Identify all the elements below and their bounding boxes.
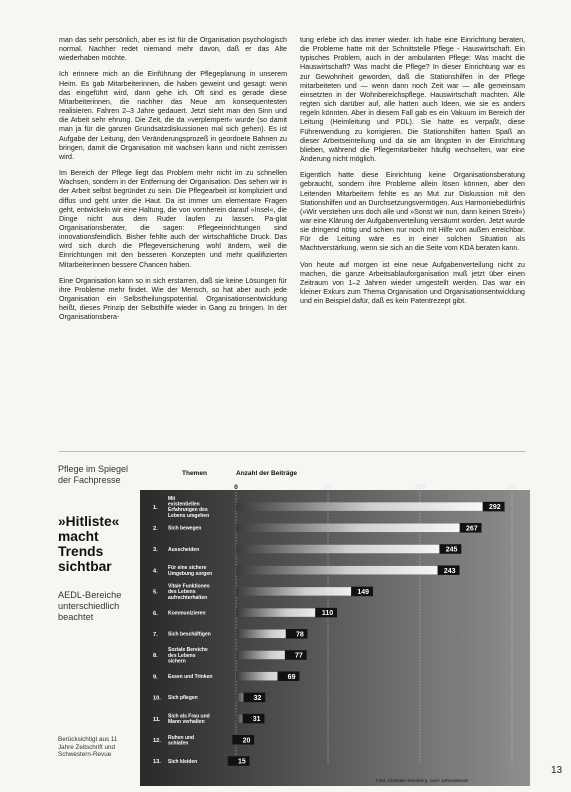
bar: [236, 524, 482, 533]
bar-value-label: 78: [295, 631, 304, 639]
category-label: Sich als Frau und Mann verhalten: [168, 713, 210, 726]
category-rank: 8.: [153, 653, 158, 660]
topic-bar-chart: [140, 464, 530, 786]
category-label: Ruhen und schlafen: [168, 734, 195, 747]
article-column-2: [300, 36, 525, 313]
article-paragraph: Von heute auf morgen ist eine neue Aufgabenverteilung nicht zu machen, die ganze Arbeitsablauforganisation muß jetzt über einen Zeitraum von 1–2 Jahren wieder umgestellt werden. Das war ein kleiner Exkurs zum Thema Organisation und Organisationsentwicklung und ein Beispiel dafür, daß es kein Patentrezept gibt.: [300, 260, 525, 306]
page-number: 13: [551, 765, 563, 776]
category-label: Ausscheiden: [168, 546, 200, 553]
category-rank: 7.: [153, 632, 158, 638]
bar-value-label: 69: [287, 673, 296, 681]
category-label: Essen und Trinken: [168, 674, 213, 680]
chart-panel: [140, 490, 530, 786]
bar-value-label: 292: [488, 504, 501, 512]
bar-value-label: 32: [253, 695, 262, 702]
article-paragraph: man das sehr persönlich, aber es ist für die Organisation psychologisch normal. Nachher redet niemand mehr davon, daß er das Alte wiederhaben möchte.: [59, 36, 287, 63]
sidebar-subhead: AEDL-Bereiche unterschiedlich beachtet: [58, 590, 122, 623]
category-label: Vitale Funktionen des Lebens aufrechterhalten: [168, 583, 210, 601]
bar: [236, 502, 505, 511]
bar-value-label: 77: [295, 652, 303, 660]
x-tick-label: 200: [414, 484, 426, 491]
article-paragraph: tung erlebe ich das immer wieder. Ich habe eine Einrichtung beraten, die Probleme hatte mit der Schnittstelle Pflege - Hauswirtschaft. Ein typisches Problem, auch in der ambulanten Pflege: Was macht die Hauswirtschaft? Was macht die Pflege? In dieser Einrichtung war es zur Gewohnheit geworden, daß die Stationshilfen in der Pflege mitarbeiteten und — wenn dann noch Zeit war — alle gemeinsam einsetzten in der Wohnbereichspflege. Hauswirtschaft machten. Alle regten sich darüber auf, alle hatten auch Ideen, wie sie es anders regeln könnten. Aber in diesem Fall gab es ein Vakuum im Bereich der Leitung (Heimleitung und PDL). Sie hatte es verpaßt, diese Führerwendung zu korrigieren. Die Stationshilfen hatten Spaß an dieser Arbeitseinteilung und da sie am längsten in der Einrichtung blieben, während die Pflegemitarbeiter häufig wechselten, war eine Änderung nicht möglich.: [300, 36, 525, 164]
category-rank: 9.: [153, 674, 158, 681]
x-tick-label: 100: [322, 484, 334, 491]
category-label: Sich kleiden: [168, 758, 198, 765]
category-rank: 10.: [153, 695, 161, 702]
bar-value-label: 243: [443, 567, 456, 575]
category-label: Mit existentiellen Erfahrungen des Lebens umgehen: [168, 496, 210, 519]
article-column-1: [59, 36, 287, 330]
category-label: Soziale Bereiche des Lebens sichern: [168, 647, 208, 665]
bar-value-label: 31: [252, 716, 261, 724]
category-label: Sich pflegen: [168, 695, 198, 702]
bar-value-label: 245: [445, 546, 458, 554]
article-paragraph: Eigentlich hatte diese Einrichtung keine Organisationsberatung gebraucht, sondern ihre Probleme allein lösen können, aber den Leitenden Mitarbeitern fehlte es an Mut zur Diskussion mit den Stationshilfen und an Durchsetzungsvermögen. Aus Harmoniebedürfnis (»Wir verstehen uns doch alle und »Sonst wir nun, dann keinen Streit«) war eine Klärung der Aufgabenverteilung versäumt worden. Jetzt wurde sie dringend nötig und schien nur noch mit Hilfe von außen erreichbar. Für die Leitung wäre es in einer solchen Situation als Machtverstärkung, wenn sie sich an die Seite vom KDA beraten kann.: [300, 171, 525, 253]
bar-value-label: 149: [357, 589, 370, 596]
category-label: Sich beschäftigen: [168, 631, 211, 638]
category-label: Sich bewegen: [168, 525, 202, 532]
category-rank: 13.: [153, 759, 161, 766]
bar-value-label: 110: [321, 610, 334, 618]
chart-footnote: Berücksichtigt aus 11 Jahre Zeitschrift und Schwestern-Revue: [58, 736, 118, 759]
chart-header-left: Themen: [182, 470, 207, 477]
bar-value-label: 267: [465, 525, 478, 533]
bar-value-label: 15: [238, 758, 246, 766]
category-rank: 4.: [153, 568, 158, 575]
category-rank: 1.: [153, 504, 158, 511]
category-rank: 5.: [153, 589, 158, 596]
x-tick-label: 0: [234, 484, 238, 491]
category-label: Für eine sichere Umgebung sorgen: [168, 565, 213, 577]
chart-header-right: Anzahl der Beiträge: [236, 470, 298, 477]
sidebar-headline: »Hitliste« macht Trends sichtbar: [58, 514, 120, 574]
category-rank: 11.: [153, 716, 161, 723]
article-paragraph: Eine Organisation kann so in sich erstarren, daß sie keine Lösungen für ihre Probleme mehr findet. Wie der Mensch, so hat aber auch jede Organisation ein Selbstheilungspotential. Organisationsentwicklung heißt, dieses Prinzip der Selbsthilfe wieder in Gang zu bringen. In der Organisationsbera-: [59, 276, 287, 322]
article-paragraph: Im Bereich der Pflege liegt das Problem mehr nicht im zu schnellen Wachsen, sondern in der Entfernung der Organisation. Das sehen wir in der Arbeit selbst begründet zu sein. Die Pflegearbeit ist kompliziert und diffus und geht unter die Haut. Da ist immer um elementare Fragen geht, entwickeln wir eine Haltung, die von vornherein darauf »Insel«, die Dinge nicht aus dem Ruder laufen zu lassen. Pa-glat Organisationsberater, die sagen: Pflegeeinrichtungen sind innovationsfeindlich. Bisher fehlte auch der wirtschaftliche Druck. Das wird sich durch die Pflegeversicherung wohl ändern, weil die Einrichtungen mit den besseren Konzepten und mehr qualifizierten Mitarbeiterinnen bessere Chancen haben.: [59, 169, 287, 269]
section-divider: [59, 451, 526, 452]
x-tick-label: 300: [506, 484, 518, 491]
category-rank: 3.: [153, 547, 158, 554]
category-rank: 12.: [153, 738, 161, 744]
chart-credit: Foto: Christian Sternberg, nach Jahresabsatz: [376, 778, 469, 783]
bar: [236, 566, 460, 575]
sidebar-kicker: Pflege im Spiegel der Fachpresse: [58, 464, 129, 485]
article-paragraph: Ich erinnere mich an die Einführung der Pflegeplanung in unserem Heim. Es gab Mitarbeiterinnen, die haben geweint und gesagt: wenn das eingeführt wird, dann gehe ich. Oft sind es gerade diese Mitarbeiterinnen, die nachher das Neue am konsequentesten realisieren. Fahren 2–3 Jahre gedauert. Jetzt sieht man den Sinn und die Arbeit sehr ehrung. Die Zeit, die da »verplempert« wurde (so damit man ja für die ganzen Grundsatzdiskussionen mal sich gehen). Es ist Aufgabe der Leitung, den Veränderungsprozeß in geordnete Bahnen zu bringen, damit die Organisation mit wachsen kann und nicht zerrissen wird.: [59, 70, 287, 161]
category-rank: 2.: [153, 526, 158, 532]
bar: [236, 545, 461, 554]
bar-value-label: 20: [242, 737, 251, 745]
category-rank: 6.: [153, 610, 158, 617]
category-label: Kommunizieren: [168, 610, 206, 617]
